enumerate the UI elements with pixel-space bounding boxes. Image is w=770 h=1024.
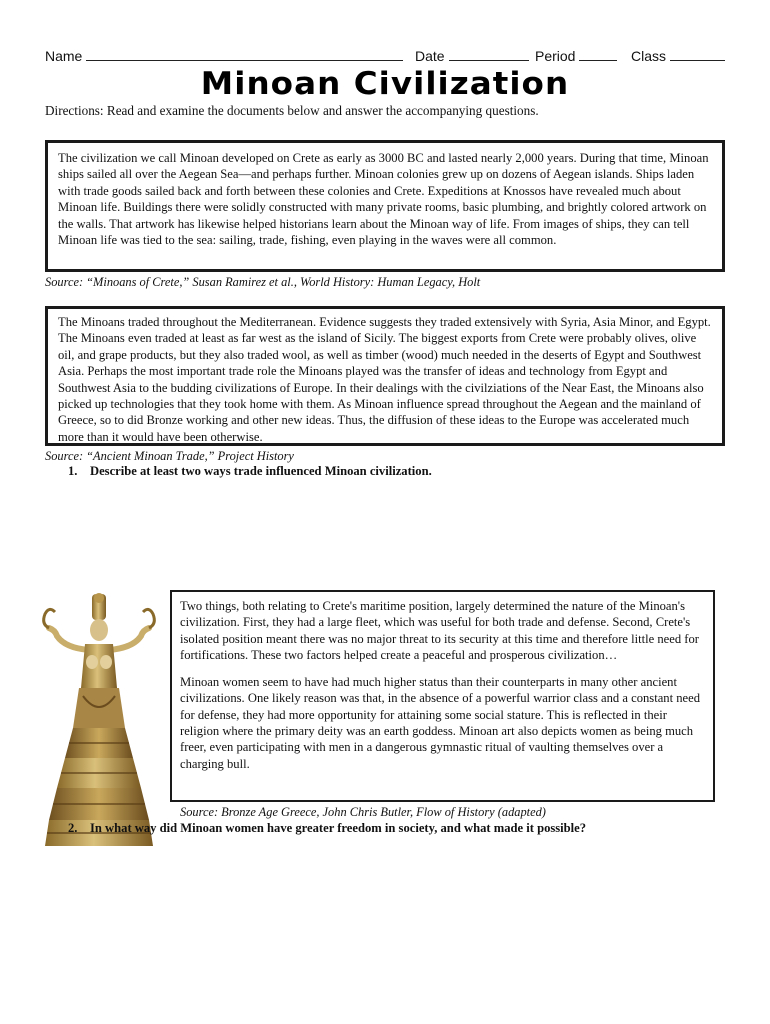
document-box-2 bbox=[45, 306, 725, 446]
question-2-number: 2. bbox=[68, 821, 78, 835]
directions-text: Directions: Read and examine the documents below and answer the accompanying questions. bbox=[45, 103, 539, 118]
question-1 bbox=[68, 464, 432, 479]
document-3-source: Source: Bronze Age Greece, John Chris Butler, Flow of History (adapted) bbox=[180, 805, 546, 819]
document-3-paragraph-2: Minoan women seem to have had much higher status than their counterparts in many other ancient civilizations. One likely reason was that, in the absence of a powerful warrior class and a constant need for defense, they had more opportunity for attaining some social stature. This is reflected in their religion where the primary deity was an earth goddess. Minoan art also depicts women as being much freer, even participating with men in a dangerous gymnastic ritual of vaulting themselves over a charging bull. bbox=[180, 675, 701, 771]
date-label: Date bbox=[415, 48, 445, 64]
student-info-header bbox=[45, 46, 725, 68]
name-field[interactable] bbox=[45, 46, 403, 64]
snake-goddess-figurine-image bbox=[25, 588, 173, 850]
question-1-text: Describe at least two ways trade influenced Minoan civilization. bbox=[90, 464, 432, 478]
period-field[interactable] bbox=[535, 46, 617, 64]
document-box-3 bbox=[170, 590, 715, 802]
question-2 bbox=[68, 821, 586, 836]
page-title: Minoan Civilization bbox=[200, 66, 570, 102]
name-label: Name bbox=[45, 48, 83, 64]
class-field[interactable] bbox=[631, 46, 725, 64]
name-line[interactable] bbox=[86, 46, 403, 61]
question-1-number: 1. bbox=[68, 464, 78, 478]
question-2-text: In what way did Minoan women have greater freedom in society, and what made it possible? bbox=[90, 821, 587, 835]
document-3-paragraph-1: Two things, both relating to Crete's maritime position, largely determined the nature of the Minoan's civilization. First, they had a large fleet, which was useful for both trade and defense. Second, Crete's isolated position meant there was no major threat to its security at this time and therefore little need for fortifications. These two factors helped create a peaceful and prosperous civilization… bbox=[180, 599, 699, 662]
class-label: Class bbox=[631, 48, 667, 64]
document-2-source: Source: “Ancient Minoan Trade,” Project History bbox=[45, 449, 294, 463]
period-label: Period bbox=[535, 48, 576, 64]
period-line[interactable] bbox=[579, 46, 617, 61]
document-1-source: Source: “Minoans of Crete,” Susan Ramirez et al., World History: Human Legacy, Holt bbox=[45, 275, 481, 289]
document-box-1 bbox=[45, 140, 725, 272]
document-2-text: The Minoans traded throughout the Mediterranean. Evidence suggests they traded extensively with Syria, Asia Minor, and Egypt. The Minoans even traded at least as far west as the island of Sicily. The biggest exports from Crete were probably olives, olive oil, and grape products, but they also traded wool, as well as timber (wood) much needed in the deserts of Egypt and Southwest Asia. Perhaps the most important trade role the Minoans played was the transfer of ideas and technology from Egypt and Southwest Asia to the budding civilizations of Europe. In their dealings with the civilziations of the Near East, the Minoans also picked up technologies that they took home with them. As Minoan influence spread throughout the Aegean and the mainland of Greece, so to did Bronze working and other new ideas. Thus, the diffusion of these ideas to the Europe was accelerated much more than it would have been otherwise. bbox=[58, 315, 711, 444]
class-line[interactable] bbox=[670, 46, 725, 61]
date-line[interactable] bbox=[449, 46, 529, 61]
date-field[interactable] bbox=[415, 46, 529, 64]
document-1-text: The civilization we call Minoan developed on Crete as early as 3000 BC and lasted nearly 2,000 years. During that time, Minoan ships sailed all over the Aegean Sea—and perhaps further. Minoan colonies grew up on dozens of Aegean islands. Ships laden with trade goods sailed back and forth between these colonies and Crete. Expeditions at Knossos have revealed much about Minoan life. Buildings there were solidly constructed with many private rooms, basic plumbing, and brightly colored artwork on the walls. That artwork has likewise helped historians learn about the Minoan way of life. From images of ships, they can tell Minoan life was tied to the sea: sailing, trade, fishing, even playing in the waves were all common. bbox=[58, 151, 709, 248]
